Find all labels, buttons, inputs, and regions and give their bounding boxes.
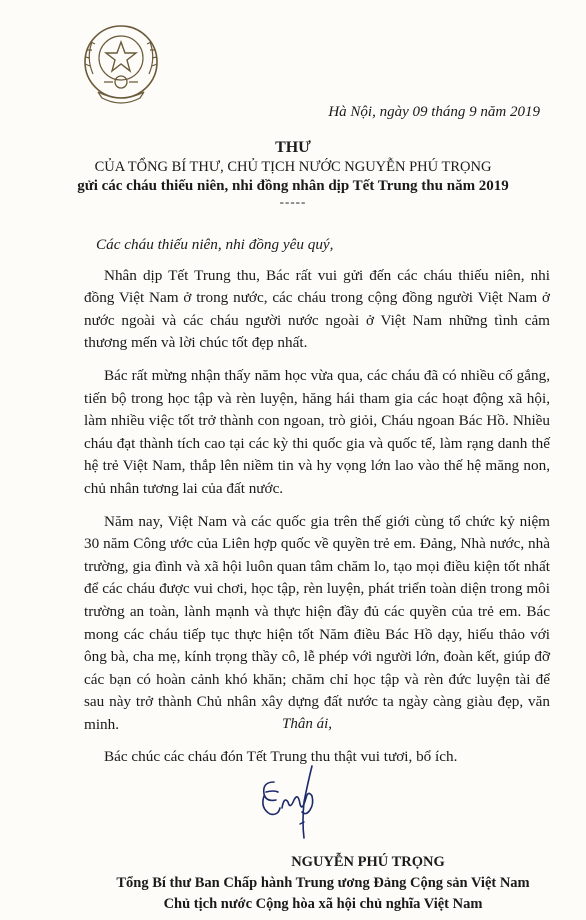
salutation: Các cháu thiếu niên, nhi đồng yêu quý, bbox=[96, 236, 334, 253]
paragraph-3: Năm nay, Việt Nam và các quốc gia trên thế giới cùng tổ chức kỷ niệm 30 năm Công ước của Liên hợp quốc về quyền trẻ em. Đảng, Nhà nước, nhà trường, gia đình và xã hội luôn quan tâm chăm lo, tạo mọi điều kiện tốt nhất để các cháu được vui chơi, học tập, rèn luyện, phát triển toàn diện trong môi trường an toàn, lành mạnh và thực hiện đầy đủ các quyền của trẻ em. Bác mong các cháu tiếp tục thực hiện tốt Năm điều Bác Hồ dạy, hiếu thảo với ông bà, cha mẹ, kính trọng thầy cô, lễ phép với người lớn, đoàn kết, giúp đỡ các bạn có hoàn cảnh khó khăn; chăm chỉ học tập và rèn đức luyện tài để sau này trở thành Chủ nhân xây dựng đất nước ta ngày càng giàu đẹp, văn minh. bbox=[84, 512, 550, 733]
signer-block bbox=[0, 852, 586, 915]
letter-heading bbox=[0, 138, 586, 208]
paragraph-1: Nhân dịp Tết Trung thu, Bác rất vui gửi đến các cháu thiếu niên, nhi đồng Việt Nam ở trong nước, các cháu trong cộng đồng người Việt Nam ở nước ngoài và các cháu người nước ngoài ở Việt Nam những tình cảm thương mến và lời chúc tốt đẹp nhất. bbox=[84, 266, 550, 352]
signer-name: NGUYỄN PHÚ TRỌNG bbox=[291, 854, 445, 870]
dateline: Hà Nội, ngày 09 tháng 9 năm 2019 bbox=[328, 104, 540, 120]
letter-title: THƯ bbox=[275, 139, 311, 156]
letter-author-line: CỦA TỔNG BÍ THƯ, CHỦ TỊCH NƯỚC NGUYỄN PHÚ TRỌNG bbox=[94, 159, 492, 175]
signer-title-party: Tổng Bí thư Ban Chấp hành Trung ương Đảng Cộng sản Việt Nam bbox=[116, 875, 530, 891]
paragraph-2: Bác rất mừng nhận thấy năm học vừa qua, các cháu đã có nhiều cố gắng, tiến bộ trong học tập và rèn luyện, hăng hái tham gia các hoạt động xã hội, làm nhiều việc tốt trở thành con ngoan, trò giỏi, Cháu ngoan Bác Hồ. Nhiều cháu đạt thành tích cao tại các kỳ thi quốc gia và quốc tế, làm rạng danh thế hệ trẻ Việt Nam, thắp lên niềm tin và hy vọng lớn lao vào thế hệ măng non, chủ nhân tương lai của đất nước. bbox=[84, 366, 550, 497]
handwritten-signature-icon bbox=[254, 752, 344, 842]
closing: Thân ái, bbox=[282, 716, 333, 732]
letter-body bbox=[84, 234, 550, 779]
letter-recipient-line: gửi các cháu thiếu niên, nhi đồng nhân dịp Tết Trung thu năm 2019 bbox=[77, 178, 509, 194]
signer-title-state: Chủ tịch nước Cộng hòa xã hội chủ nghĩa Việt Nam bbox=[163, 896, 483, 912]
paragraph-4: Bác chúc các cháu đón Tết Trung thu thật vui tươi, bổ ích. bbox=[104, 748, 458, 766]
heading-divider: ----- bbox=[279, 194, 307, 209]
national-emblem-icon bbox=[80, 22, 162, 106]
